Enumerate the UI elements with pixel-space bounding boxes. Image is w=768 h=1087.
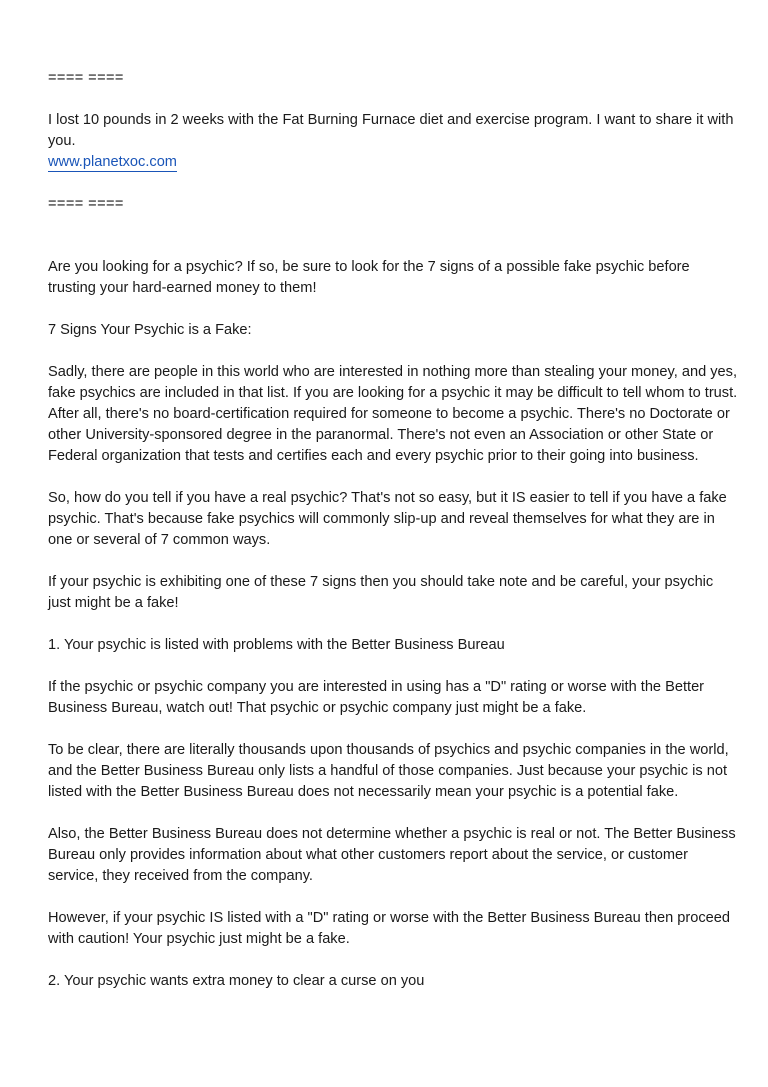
article-heading: 7 Signs Your Psychic is a Fake: <box>48 322 252 338</box>
paragraph-how-to-tell: So, how do you tell if you have a real psychic? That's not so easy, but it IS easier to tell if you have a fake psychic. That's because fake psychics will commonly slip-up and reveal themselves for what they are in one or several of 7 common ways. <box>48 490 727 548</box>
article-body <box>48 257 738 992</box>
promo-link[interactable]: www.planetxoc.com <box>48 154 177 170</box>
paragraph-d-rating: If the psychic or psychic company you are interested in using has a "D" rating or worse with the Better Business Bureau, watch out! That psychic or psychic company just might be a fake. <box>48 679 705 716</box>
sign-1-heading: 1. Your psychic is listed with problems with the Better Business Bureau <box>48 637 505 653</box>
separator-bottom: ==== ==== <box>48 196 124 212</box>
document-page <box>48 68 738 992</box>
promo-link-line <box>48 152 738 173</box>
separator-top: ==== ==== <box>48 70 124 86</box>
paragraph-sadly: Sadly, there are people in this world who are interested in nothing more than stealing your money, and yes, fake psychics are included in that list. If you are looking for a psychic it may be difficult to tell whom to trust. After all, there's no board-certification required for someone to become a psychic. There's no Doctorate or other University-sponsored degree in the paranormal. There's not even an Association or other State or Federal organization that tests and certifies each and every psychic prior to their going into business. <box>48 364 738 464</box>
paragraph-seven-signs: If your psychic is exhibiting one of these 7 signs then you should take note and be careful, your psychic just might be a fake! <box>48 574 714 611</box>
paragraph-also: Also, the Better Business Bureau does not determine whether a psychic is real or not. The Better Business Bureau only provides information about what other customers report about the service, or customer service, they received from the company. <box>48 826 736 884</box>
spacer <box>48 89 738 110</box>
paragraph-intro: Are you looking for a psychic? If so, be sure to look for the 7 signs of a possible fake psychic before trusting your hard-earned money to them! <box>48 259 690 296</box>
paragraph-however: However, if your psychic IS listed with a "D" rating or worse with the Better Business Bureau then proceed with caution! Your psychic just might be a fake. <box>48 910 730 947</box>
spacer <box>48 215 738 257</box>
sign-2-heading: 2. Your psychic wants extra money to clear a curse on you <box>48 973 425 989</box>
promo-text: I lost 10 pounds in 2 weeks with the Fat Burning Furnace diet and exercise program. I want to share it with you. <box>48 112 734 149</box>
paragraph-to-be-clear: To be clear, there are literally thousands upon thousands of psychics and psychic companies in the world, and the Better Business Bureau only lists a handful of those companies. Just because your psychic is not listed with the Better Business Bureau does not necessarily mean your psychic is a potential fake. <box>48 742 729 800</box>
spacer <box>48 173 738 194</box>
